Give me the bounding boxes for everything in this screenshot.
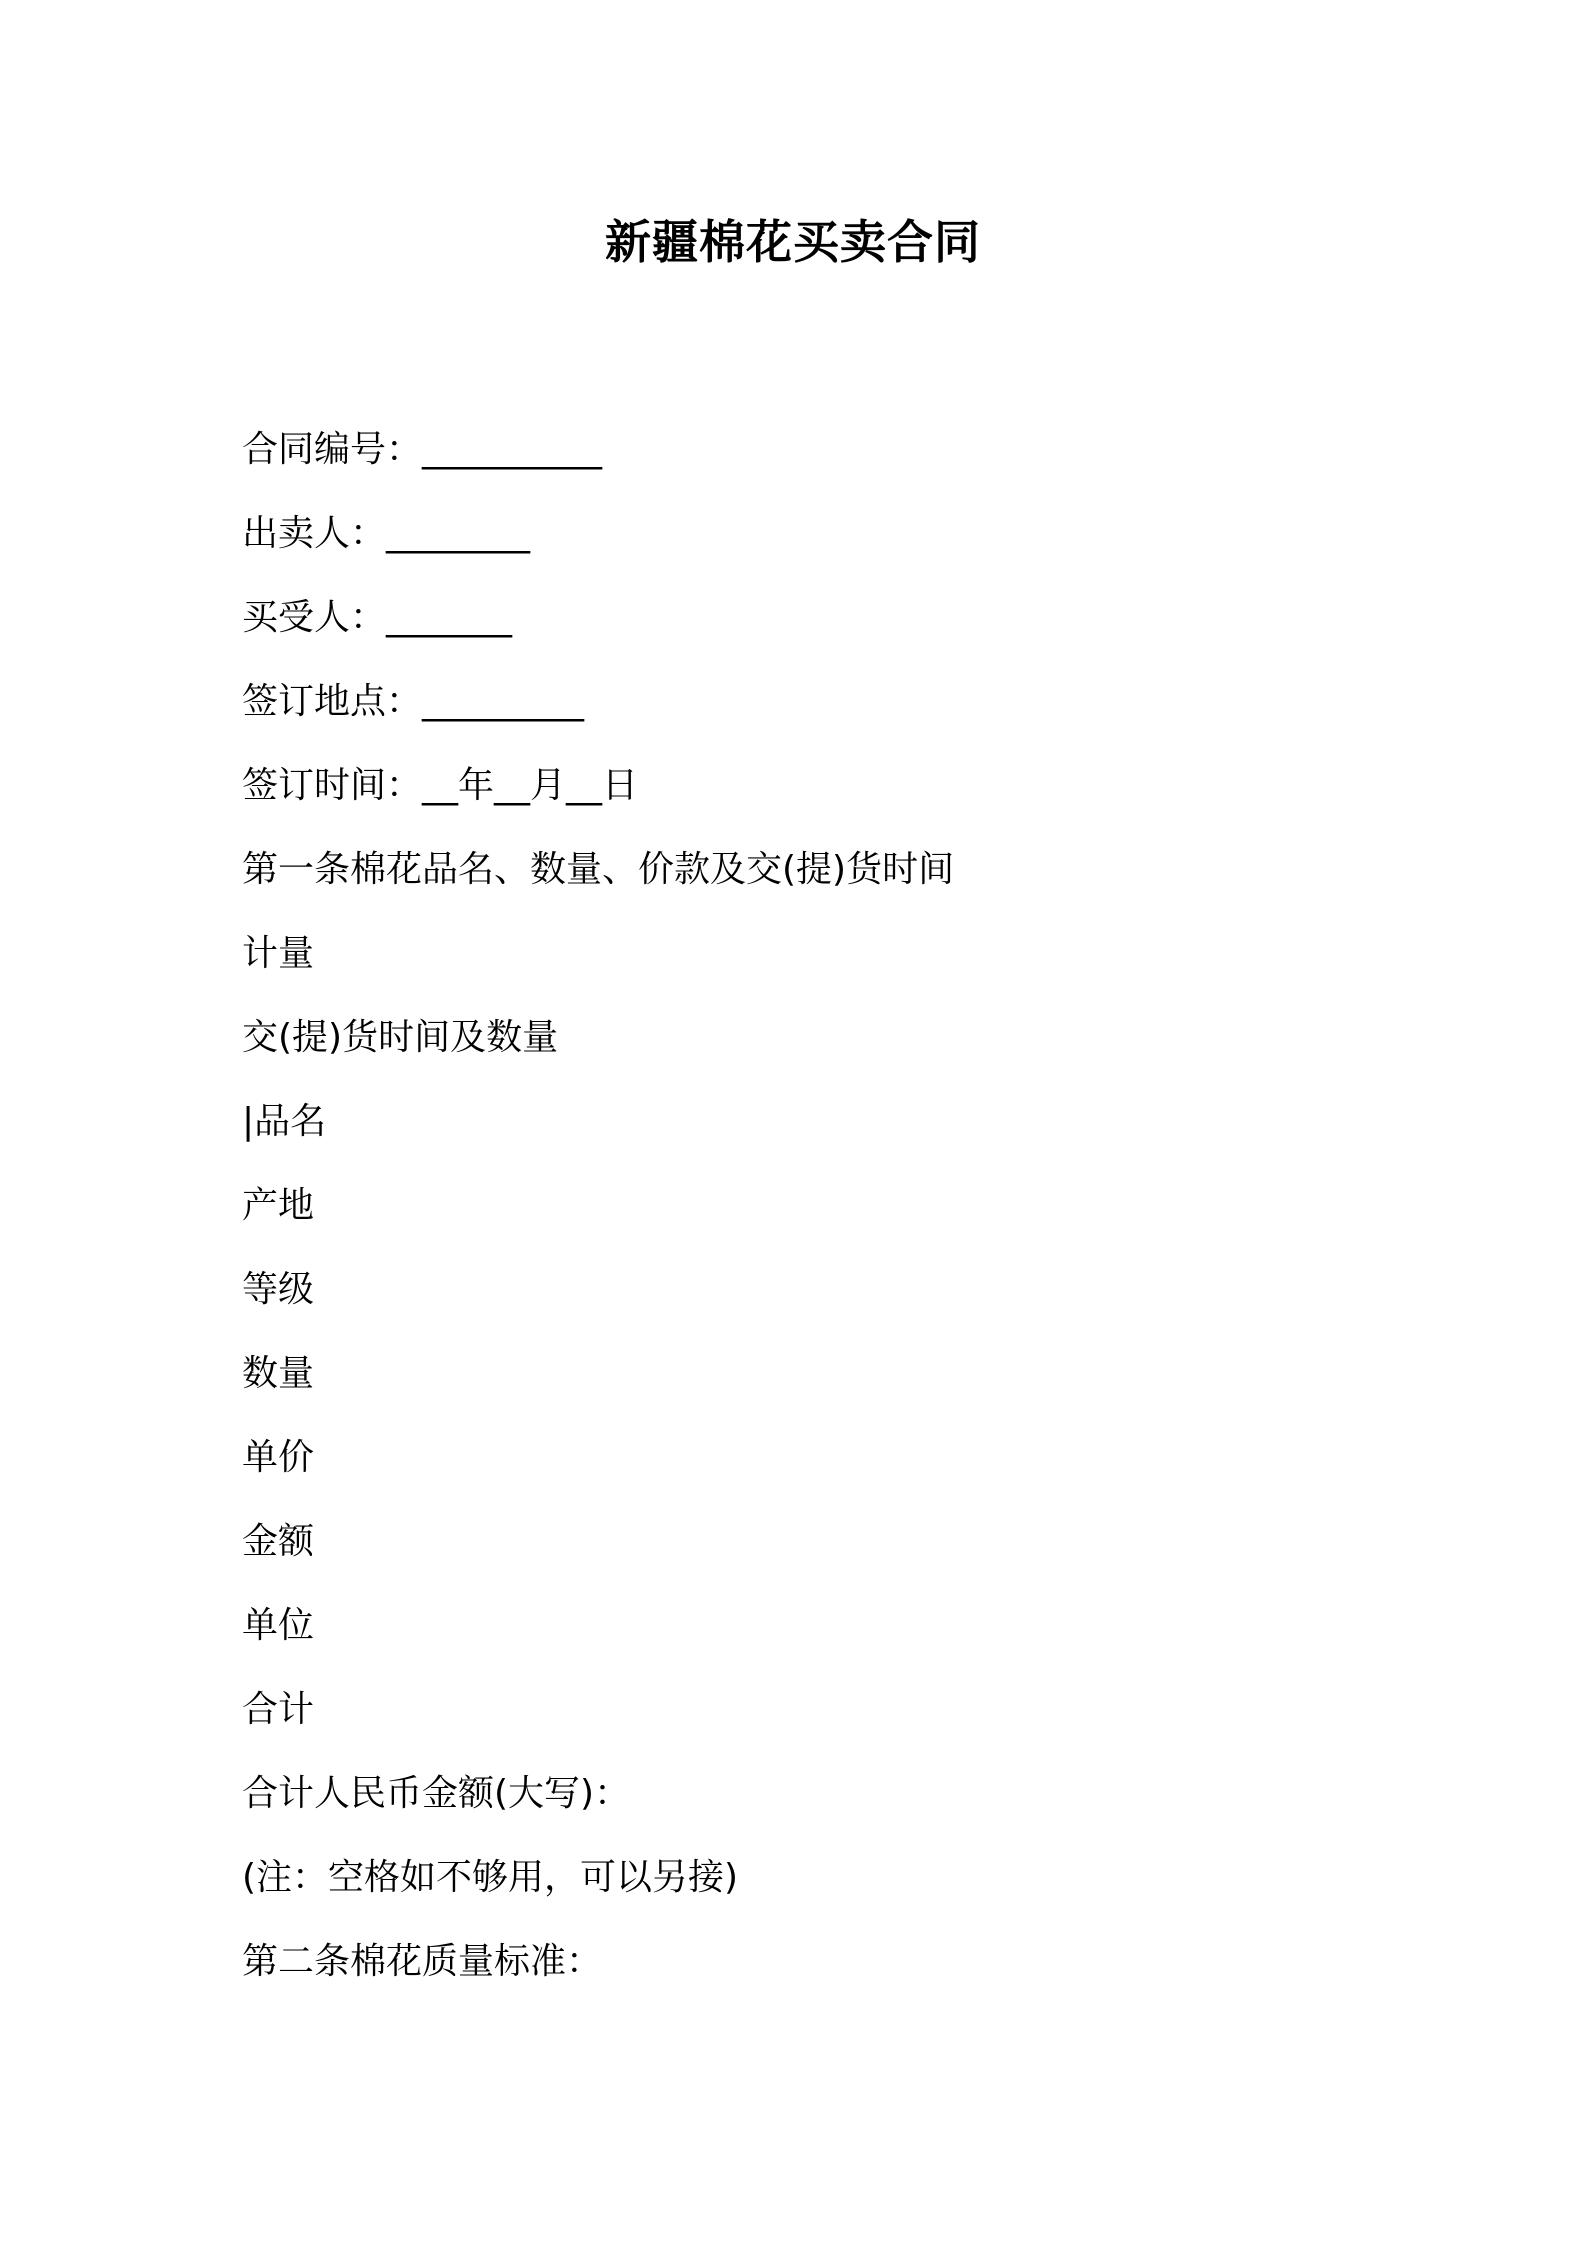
buyer-line: 买受人：_______ (242, 597, 513, 638)
note-line: (注：空格如不够用，可以另接) (242, 1857, 739, 1898)
quantity-line: 数量 (242, 1353, 315, 1394)
document-body (242, 408, 1362, 2004)
seller-line: 出卖人：________ (242, 513, 531, 554)
product-name-line: |品名 (242, 1101, 327, 1142)
article-two-heading: 第二条棉花质量标准： (242, 1941, 603, 1982)
total-rmb-line: 合计人民币金额(大写)： (242, 1773, 631, 1814)
contract-number-line: 合同编号：__________ (242, 429, 603, 470)
article-one-heading: 第一条棉花品名、数量、价款及交(提)货时间 (242, 849, 955, 890)
origin-line: 产地 (242, 1185, 315, 1226)
unit-price-line: 单价 (242, 1437, 315, 1478)
measurement-line: 计量 (242, 933, 315, 974)
unit-line: 单位 (242, 1605, 315, 1646)
document-title: 新疆棉花买卖合同 (605, 215, 981, 269)
delivery-time-quantity-line: 交(提)货时间及数量 (242, 1017, 559, 1058)
amount-line: 金额 (242, 1521, 315, 1562)
signing-date-line: 签订时间：__年__月__日 (242, 765, 639, 806)
grade-line: 等级 (242, 1269, 315, 1310)
total-line: 合计 (242, 1689, 315, 1730)
signing-place-line: 签订地点：_________ (242, 681, 585, 722)
